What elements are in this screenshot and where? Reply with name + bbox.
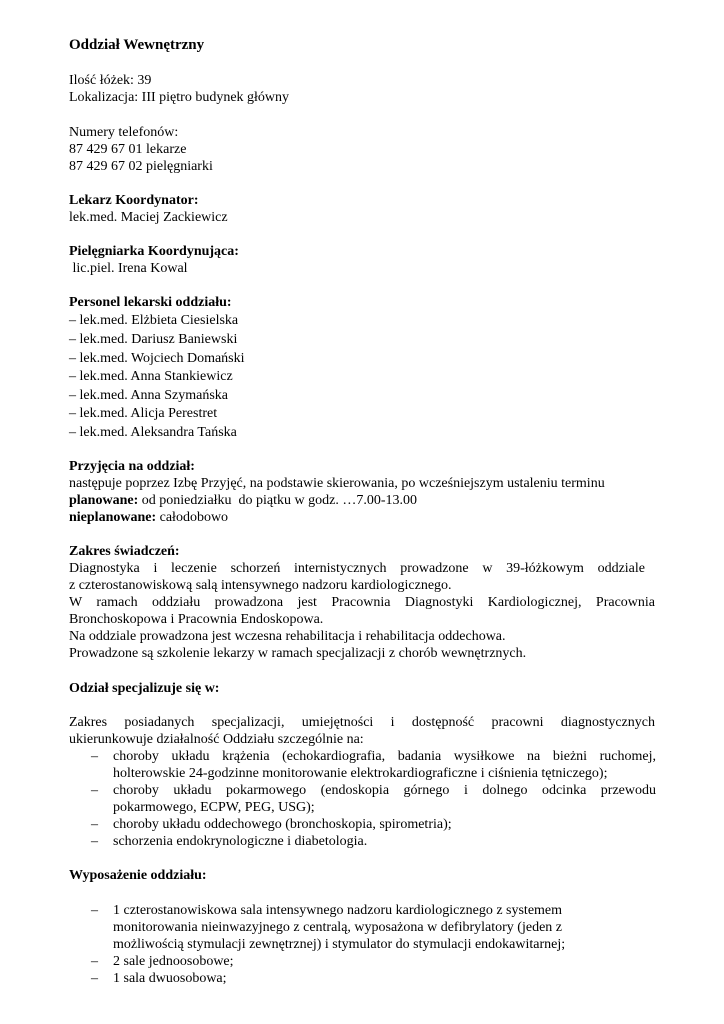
specialization-item bbox=[113, 782, 656, 816]
item-line: choroby układu krążenia (echokardiografia, badania wysiłkowe na bieżni ruchomej, bbox=[113, 749, 656, 764]
equipment-item-line: możliwością stymulacji zewnętrznej) i stymulator do stymulacji endokawitarnej; bbox=[113, 937, 566, 952]
coordinator-heading: Lekarz Koordynator: bbox=[69, 193, 199, 208]
specialization-item bbox=[113, 748, 656, 782]
planned-text: od poniedziałku do piątku w godz. …7.00-13.00 bbox=[138, 493, 418, 508]
equipment-item-line: 1 sala dwuosobowa; bbox=[113, 971, 227, 986]
equipment-item-line: monitorowania nieinwazyjnego z centralą, wyposażona w defibrylatory (jeden z bbox=[113, 920, 562, 935]
equipment-item-line: 1 czterostanowiskowa sala intensywnego nadzoru kardiologicznego z systemem bbox=[113, 903, 563, 918]
bullet-dash: – bbox=[91, 971, 98, 986]
specialization-intro: ukierunkowuje działalność Oddziału szczególnie na: bbox=[69, 732, 364, 747]
services-line: Diagnostyka i leczenie schorzeń internistycznych prowadzone w 39-łóżkowym oddziale bbox=[69, 561, 645, 576]
specialization-intro: Zakres posiadanych specjalizacji, umiejętności i dostępność pracowni diagnostycznych bbox=[69, 715, 655, 730]
phones-heading: Numery telefonów: bbox=[69, 125, 179, 140]
staff-member: – lek.med. Aleksandra Tańska bbox=[69, 425, 237, 440]
specialization-heading: Odział specjalizuje się w: bbox=[69, 681, 220, 696]
staff-member: – lek.med. Dariusz Baniewski bbox=[69, 332, 238, 347]
staff-member: – lek.med. Elżbieta Ciesielska bbox=[69, 313, 239, 328]
staff-member: – lek.med. Alicja Perestret bbox=[69, 406, 218, 421]
staff-member: – lek.med. Wojciech Domański bbox=[69, 351, 245, 366]
unplanned-label: nieplanowane: bbox=[69, 510, 157, 525]
bullet-dash: – bbox=[91, 817, 98, 832]
phone-nurses: 87 429 67 02 pielęgniarki bbox=[69, 159, 213, 174]
equipment-heading: Wyposażenie oddziału: bbox=[69, 868, 207, 883]
admissions-planned bbox=[69, 492, 417, 509]
beds-count: Ilość łóżek: 39 bbox=[69, 73, 152, 88]
page-title: Oddział Wewnętrzny bbox=[69, 37, 205, 53]
bullet-dash: – bbox=[91, 903, 98, 918]
services-line: Na oddziale prowadzona jest wczesna rehabilitacja i rehabilitacja oddechowa. bbox=[69, 629, 506, 644]
admissions-unplanned bbox=[69, 509, 228, 526]
item-line: pokarmowego, ECPW, PEG, USG); bbox=[113, 800, 315, 815]
staff-member: – lek.med. Anna Stankiewicz bbox=[69, 369, 233, 384]
specialization-item: choroby układu oddechowego (bronchoskopia, spirometria); bbox=[113, 817, 452, 832]
bullet-dash: – bbox=[91, 954, 98, 969]
services-line: z czterostanowiskową salą intensywnego nadzoru kardiologicznego. bbox=[69, 578, 452, 593]
admissions-text: następuje poprzez Izbę Przyjęć, na podstawie skierowania, po wcześniejszym ustaleniu terminu bbox=[69, 476, 605, 491]
unplanned-text: całodobowo bbox=[156, 510, 229, 525]
services-line: Bronchoskopowa i Pracownia Endoskopowa. bbox=[69, 612, 324, 627]
bullet-dash: – bbox=[91, 783, 98, 798]
services-line: Prowadzone są szkolenie lekarzy w ramach specjalizacji z chorób wewnętrznych. bbox=[69, 646, 527, 661]
planned-label: planowane: bbox=[69, 493, 139, 508]
services-heading: Zakres świadczeń: bbox=[69, 544, 180, 559]
location: Lokalizacja: III piętro budynek główny bbox=[69, 90, 290, 105]
item-line: holterowskie 24-godzinne monitorowanie elektrokardiograficzne i ciśnienia tętniczego); bbox=[113, 766, 608, 781]
admissions-heading: Przyjęcia na oddział: bbox=[69, 459, 195, 474]
phone-doctors: 87 429 67 01 lekarze bbox=[69, 142, 187, 157]
bullet-dash: – bbox=[91, 834, 98, 849]
equipment-item-line: 2 sale jednoosobowe; bbox=[113, 954, 234, 969]
nurse-coordinator-heading: Pielęgniarka Koordynująca: bbox=[69, 244, 239, 259]
item-line: choroby układu pokarmowego (endoskopia górnego i dolnego odcinka przewodu bbox=[113, 783, 656, 798]
specialization-item: schorzenia endokrynologiczne i diabetologia. bbox=[113, 834, 368, 849]
services-line: W ramach oddziału prowadzona jest Pracownia Diagnostyki Kardiologicznej, Pracownia bbox=[69, 595, 655, 610]
bullet-dash: – bbox=[91, 749, 98, 764]
staff-heading: Personel lekarski oddziału: bbox=[69, 295, 232, 310]
coordinator-name: lek.med. Maciej Zackiewicz bbox=[69, 210, 228, 225]
staff-member: – lek.med. Anna Szymańska bbox=[69, 388, 229, 403]
nurse-coordinator-name: lic.piel. Irena Kowal bbox=[69, 261, 188, 276]
